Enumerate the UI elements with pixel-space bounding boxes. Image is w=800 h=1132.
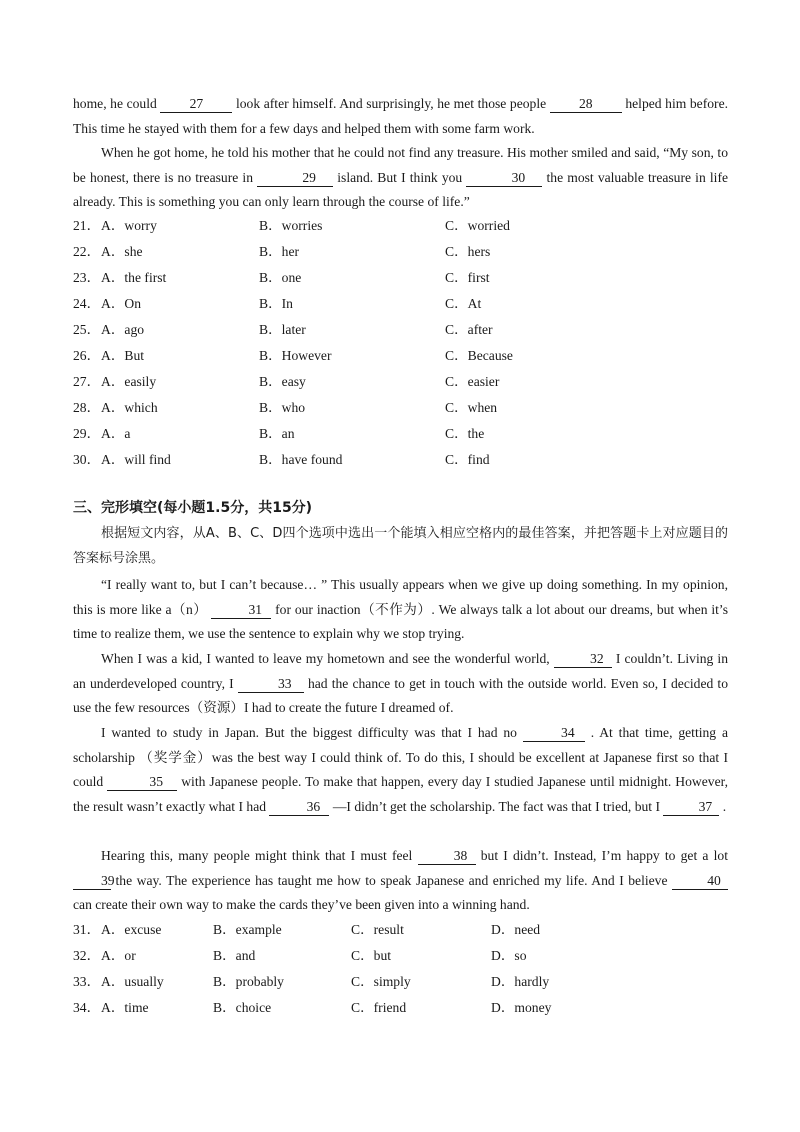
option-a: A．But — [101, 348, 145, 363]
option-c: C．easier — [445, 374, 500, 389]
passage-text: for our inaction（不作为）. We always talk a lot about our dreams, but when it’s time to realize them, we use the sentence to explain why we stop trying. — [73, 601, 728, 642]
cloze-paragraph-4 — [73, 844, 728, 918]
question-number: 32． — [73, 948, 101, 963]
option-a: A．usually — [101, 974, 164, 989]
question-row-27 — [73, 372, 728, 392]
passage-text: island. But I think you — [333, 169, 467, 185]
passage-text: Hearing this, many people might think that I must feel — [101, 848, 418, 863]
option-a: A．time — [101, 1000, 149, 1015]
option-c: C．after — [445, 322, 493, 337]
blank-29: 29 — [257, 170, 333, 187]
passage-text: look after himself. And surprisingly, he met those people — [232, 96, 550, 111]
option-b: B．However — [259, 348, 332, 363]
blank-30: 30 — [466, 170, 542, 187]
blank-27: 27 — [160, 96, 232, 113]
option-b: B．choice — [213, 1000, 272, 1015]
option-b: B．probably — [213, 974, 284, 989]
option-a: A．ago — [101, 322, 145, 337]
question-number: 33． — [73, 974, 101, 989]
option-b: B．easy — [259, 374, 306, 389]
passage-text: can create their own way to make the cards they’ve been given into a winning hand. — [73, 897, 530, 913]
passage-text: helped him before. This time he stayed with them for a few days and helped them with some farm work. — [73, 96, 728, 136]
passage-text: —I didn’t get the scholarship. The fact was that I tried, but I — [329, 798, 664, 814]
question-row-34 — [73, 998, 728, 1018]
question-row-23 — [73, 268, 728, 288]
blank-40: 40 — [672, 873, 728, 890]
option-c: C．when — [445, 400, 498, 415]
section-instruction: 根据短文内容，从A、B、C、D四个选项中选出一个能填入相应空格内的最佳答案，并把答题卡上对应题目的答案标号涂黑。 — [73, 526, 728, 566]
option-a: A．which — [101, 400, 158, 415]
option-b: B．one — [259, 270, 302, 285]
option-b: B．her — [259, 244, 300, 259]
option-d: D．hardly — [491, 974, 550, 989]
option-a: A．or — [101, 948, 136, 963]
option-c: C．but — [351, 948, 392, 963]
passage-text: but I didn’t. Instead, I’m happy to get a lot — [475, 848, 729, 863]
blank-39: 39 — [73, 873, 111, 890]
option-a: A．worry — [101, 218, 157, 233]
question-row-21 — [73, 216, 728, 236]
question-row-31 — [73, 920, 728, 940]
blank-28: 28 — [550, 96, 622, 113]
question-number: 25． — [73, 322, 101, 337]
blank-31: 31 — [211, 602, 271, 619]
passage-text: “I really want to, but I can’t because… ” This usually appears when we give up doing something. In my opinion, this is more like a（n） — [73, 577, 728, 617]
option-c: C．result — [351, 922, 404, 937]
cloze-paragraph-3 — [73, 721, 728, 819]
story-paragraph-final — [73, 141, 728, 215]
passage-text: I couldn’t. Living in an underdeveloped country, I — [73, 651, 728, 691]
question-number: 23． — [73, 270, 101, 285]
question-number: 31． — [73, 922, 101, 937]
option-c: C．Because — [445, 348, 513, 363]
blank-37: 37 — [663, 799, 719, 816]
passage-text: . At that time, getting a scholarship （奖学金）was the best way I could think of. To do this, I should be excellent at Japanese first so that I could — [73, 725, 728, 790]
option-a: A．the first — [101, 270, 167, 285]
question-row-26 — [73, 346, 728, 366]
passage-text: I wanted to study in Japan. But the biggest difficulty was that I had no — [101, 725, 523, 740]
question-number: 28． — [73, 400, 101, 415]
question-number: 27． — [73, 374, 101, 389]
option-a: A．a — [101, 426, 131, 441]
option-b: B．who — [259, 400, 306, 415]
passage-text: with Japanese people. To make that happen, every day I studied Japanese until midnight. However, the result wasn’t exactly what I had — [73, 774, 728, 814]
option-d: D．need — [491, 922, 541, 937]
option-a: A．excuse — [101, 922, 162, 937]
blank-35: 35 — [107, 774, 177, 791]
blank-34: 34 — [523, 725, 585, 742]
option-a: A．she — [101, 244, 143, 259]
option-c: C．the — [445, 426, 485, 441]
passage-text: When he got home, he told his mother that he could not find any treasure. His mother smiled and said, “My son, to be honest, there is no treasure in — [73, 145, 728, 185]
question-row-33 — [73, 972, 728, 992]
question-row-24 — [73, 294, 728, 314]
passage-text: When I was a kid, I wanted to leave my hometown and see the wonderful world, — [101, 651, 554, 666]
option-c: C．hers — [445, 244, 491, 259]
option-c: C．find — [445, 452, 490, 467]
question-number: 21． — [73, 218, 101, 233]
blank-32: 32 — [554, 651, 612, 668]
question-row-29 — [73, 424, 728, 444]
option-b: B．an — [259, 426, 295, 441]
question-number: 24． — [73, 296, 101, 311]
passage-text: home, he could — [73, 96, 161, 111]
cloze-paragraph-1 — [73, 573, 728, 647]
question-number: 34． — [73, 1000, 101, 1015]
question-number: 22． — [73, 244, 101, 259]
question-number: 29． — [73, 426, 101, 441]
passage-text: the way. The experience has taught me how to speak Japanese and enriched my life. And I believe — [111, 872, 672, 888]
option-c: C．first — [445, 270, 490, 285]
option-a: A．will find — [101, 452, 171, 467]
question-row-32 — [73, 946, 728, 966]
story-paragraph-end — [73, 92, 728, 141]
question-row-22 — [73, 242, 728, 262]
question-number: 30． — [73, 452, 101, 467]
option-b: B．and — [213, 948, 256, 963]
question-row-25 — [73, 320, 728, 340]
option-d: D．so — [491, 948, 527, 963]
option-c: C．At — [445, 296, 482, 311]
cloze-paragraph-2 — [73, 647, 728, 721]
question-row-30 — [73, 450, 728, 470]
option-c: C．simply — [351, 974, 411, 989]
blank-38: 38 — [418, 848, 476, 865]
question-number: 26． — [73, 348, 101, 363]
option-b: B．have found — [259, 452, 343, 467]
blank-33: 33 — [238, 676, 304, 693]
passage-text: . — [719, 798, 727, 814]
option-b: B．later — [259, 322, 306, 337]
option-b: B．In — [259, 296, 293, 311]
option-d: D．money — [491, 1000, 552, 1015]
passage-text: had the chance to get in touch with the outside world. Even so, I decided to use the few resources（资源）I had to create the future I dreamed of. — [73, 675, 728, 716]
option-b: B．example — [213, 922, 282, 937]
option-c: C．worried — [445, 218, 510, 233]
option-c: C．friend — [351, 1000, 407, 1015]
blank-36: 36 — [269, 799, 329, 816]
question-row-28 — [73, 398, 728, 418]
section-heading: 三、完形填空(每小题1.5分，共15分) — [73, 500, 313, 516]
option-b: B．worries — [259, 218, 323, 233]
passage-text: the most valuable treasure in life already. This is something you can only learn through the course of life.” — [73, 169, 729, 210]
option-a: A．easily — [101, 374, 157, 389]
option-a: A．On — [101, 296, 142, 311]
